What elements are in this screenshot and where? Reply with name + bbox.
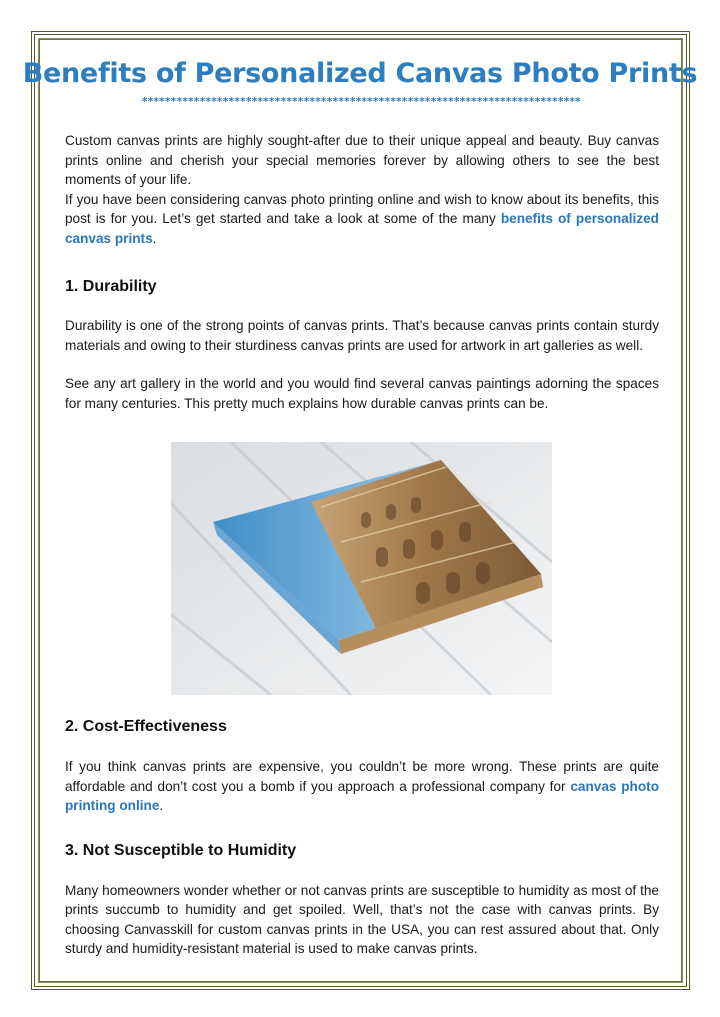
intro-paragraph-2: If you have been considering canvas photo printing online and wish to know about its benefits, this post is for you. Let’s get started and take a look at some of the many benefits of personalized canvas prints.: [65, 191, 659, 246]
intro-paragraph-1: Custom canvas prints are highly sought-after due to their unique appeal and beauty. Buy canvas prints online and cherish your special memories forever by allowing others to see the best moments of your life.: [65, 133, 659, 187]
section-heading-humidity: 3. Not Susceptible to Humidity: [65, 841, 297, 859]
canvas-printing-link[interactable]: canvas photo printing online: [65, 778, 659, 813]
canvas-print-photo: [171, 442, 552, 695]
humidity-paragraph: Many homeowners wonder whether or not canvas prints are susceptible to humidity as most of the prints succumb to humidity and get spoiled. Well, that’s not the case with canvas prints. By choosing Canvasskill for custom canvas prints in the USA, you can rest assured about that. Only sturdy and humidity-resistant material is used to make canvas prints.: [65, 882, 659, 956]
article-body-lower: [65, 718, 659, 959]
page-title: Benefits of Personalized Canvas Photo Prints: [22, 58, 698, 89]
title-divider: ****************************************************************************: [141, 96, 581, 108]
section-heading-cost: 2. Cost-Effectiveness: [65, 718, 227, 735]
durability-paragraph-1: Durability is one of the strong points of canvas prints. That’s because canvas prints contain sturdy materials and owing to their sturdiness canvas prints are used for artwork in art galleries as well.: [65, 318, 659, 353]
cost-paragraph: If you think canvas prints are expensive, you couldn’t be more wrong. These prints are quite affordable and don’t cost you a bomb if you approach a professional company for canvas photo printing online.: [65, 759, 659, 813]
section-heading-durability: 1. Durability: [65, 278, 157, 295]
benefits-link[interactable]: benefits of personalized canvas prints: [65, 211, 659, 246]
durability-paragraph-2: See any art gallery in the world and you would find several canvas paintings adorning the spaces for many centuries. This pretty much explains how durable canvas prints can be.: [65, 376, 659, 411]
article-body: [65, 131, 659, 413]
